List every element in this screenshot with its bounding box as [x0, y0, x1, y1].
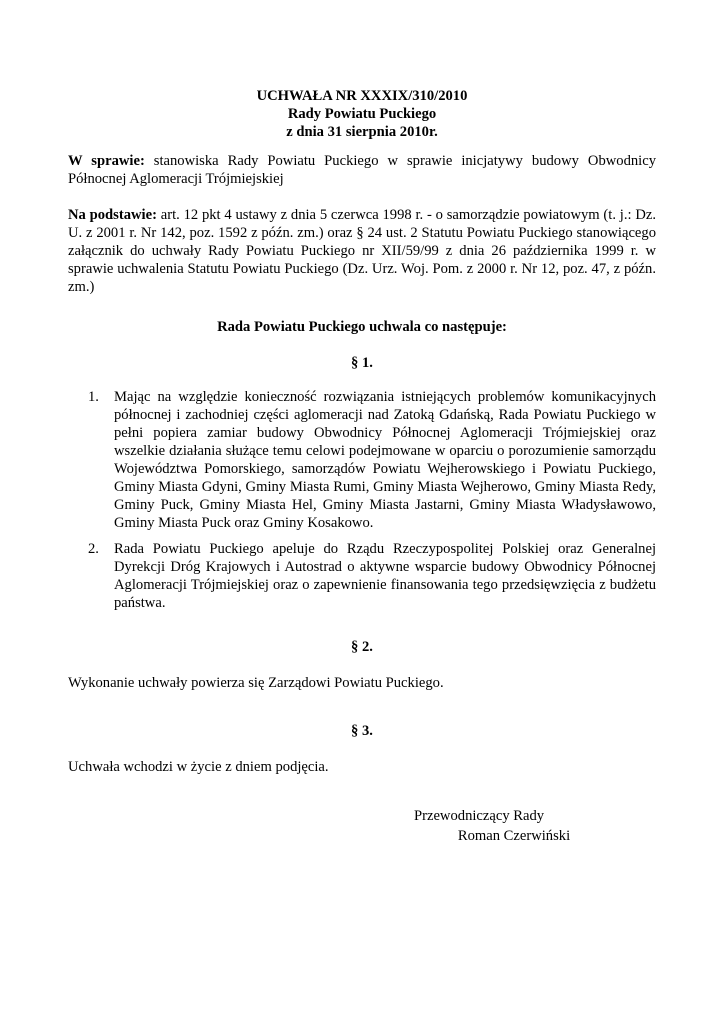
legal-basis-paragraph: [68, 206, 656, 296]
section-1-list-item-2: [68, 540, 656, 630]
resolution-date: z dnia 31 sierpnia 2010r.: [286, 124, 438, 140]
signature-block: [414, 806, 614, 846]
section-1-heading: § 1.: [351, 355, 373, 371]
list-item-text: Mając na względzie konieczność rozwiązania istniejących problemów komunikacyjnych północnej i zachodniej części aglomeracji nad Zatoką Gdańską, Rada Powiatu Puckiego w pełni popiera zamiar budowy Obwodnicy Północnej Aglomeracji Trójmiejskiej oraz wszelkie działania służące temu celowi podejmowane w oparciu o porozumienie samorządu Województwa Pomorskiego, samorządów Powiatu Wejherowskiego i Powiatu Puckiego, Gminy Miasta Gdyni, Gminy Miasta Rumi, Gminy Miasta Wejherowo, Gminy Miasta Redy, Gminy Puck, Gminy Miasta Hel, Gminy Miasta Jastarni, Gminy Miasta Władysławowo, Gminy Miasta Puck oraz Gminy Kosakowo.: [114, 389, 656, 531]
legal-basis-label: Na podstawie:: [68, 207, 157, 223]
signatory-name: Roman Czerwiński: [457, 828, 571, 844]
legal-basis-text: art. 12 pkt 4 ustawy z dnia 5 czerwca 1998 r. - o samorządzie powiatowym (t. j.: Dz. U. z 2001 r. Nr 142, poz. 1592 z późn. zm.) oraz § 24 ust. 2 Statutu Powiatu Puckiego stanowiącego załącznik do uchwały Rady Powiatu Puckiego nr XII/59/99 z dnia 26 października 1999 r. w sprawie uchwalenia Statutu Powiatu Puckiego (Dz. Urz. Woj. Pom. z 2000 r. Nr 12, poz. 47, z późn. zm.): [68, 207, 657, 295]
issuing-body: Rady Powiatu Puckiego: [287, 106, 437, 122]
resolution-number: UCHWAŁA NR XXXIX/310/2010: [256, 88, 468, 104]
subject-paragraph: [68, 152, 656, 188]
subject-text: stanowiska Rady Powiatu Puckiego w sprawie inicjatywy budowy Obwodnicy Północnej Aglomeracji Trójmiejskiej: [68, 153, 656, 187]
section-3-heading: § 3.: [351, 723, 373, 739]
signatory-role: Przewodniczący Rady: [414, 808, 545, 824]
subject-label: W sprawie:: [68, 153, 145, 169]
section-2-text: Wykonanie uchwały powierza się Zarządowi Powiatu Puckiego.: [68, 675, 444, 691]
section-3-text: Uchwała wchodzi w życie z dniem podjęcia.: [68, 759, 329, 775]
section-1-list-item-1: [68, 388, 656, 550]
list-item-number: 1.: [88, 389, 99, 405]
list-item: [68, 540, 656, 612]
list-item-number: 2.: [88, 541, 99, 557]
section-2-heading: § 2.: [351, 639, 373, 655]
document-header: [0, 87, 724, 141]
list-item-text: Rada Powiatu Puckiego apeluje do Rządu Rzeczypospolitej Polskiej oraz Generalnej Dyrekcji Dróg Krajowych i Autostrad o aktywne wsparcie budowy Obwodnicy Północnej Aglomeracji Trójmiejskiej oraz o zapewnienie finansowania tego przedsięwzięcia z budżetu państwa.: [114, 541, 656, 611]
list-item: [68, 388, 656, 532]
resolves-statement: Rada Powiatu Puckiego uchwala co następuje:: [217, 319, 507, 335]
